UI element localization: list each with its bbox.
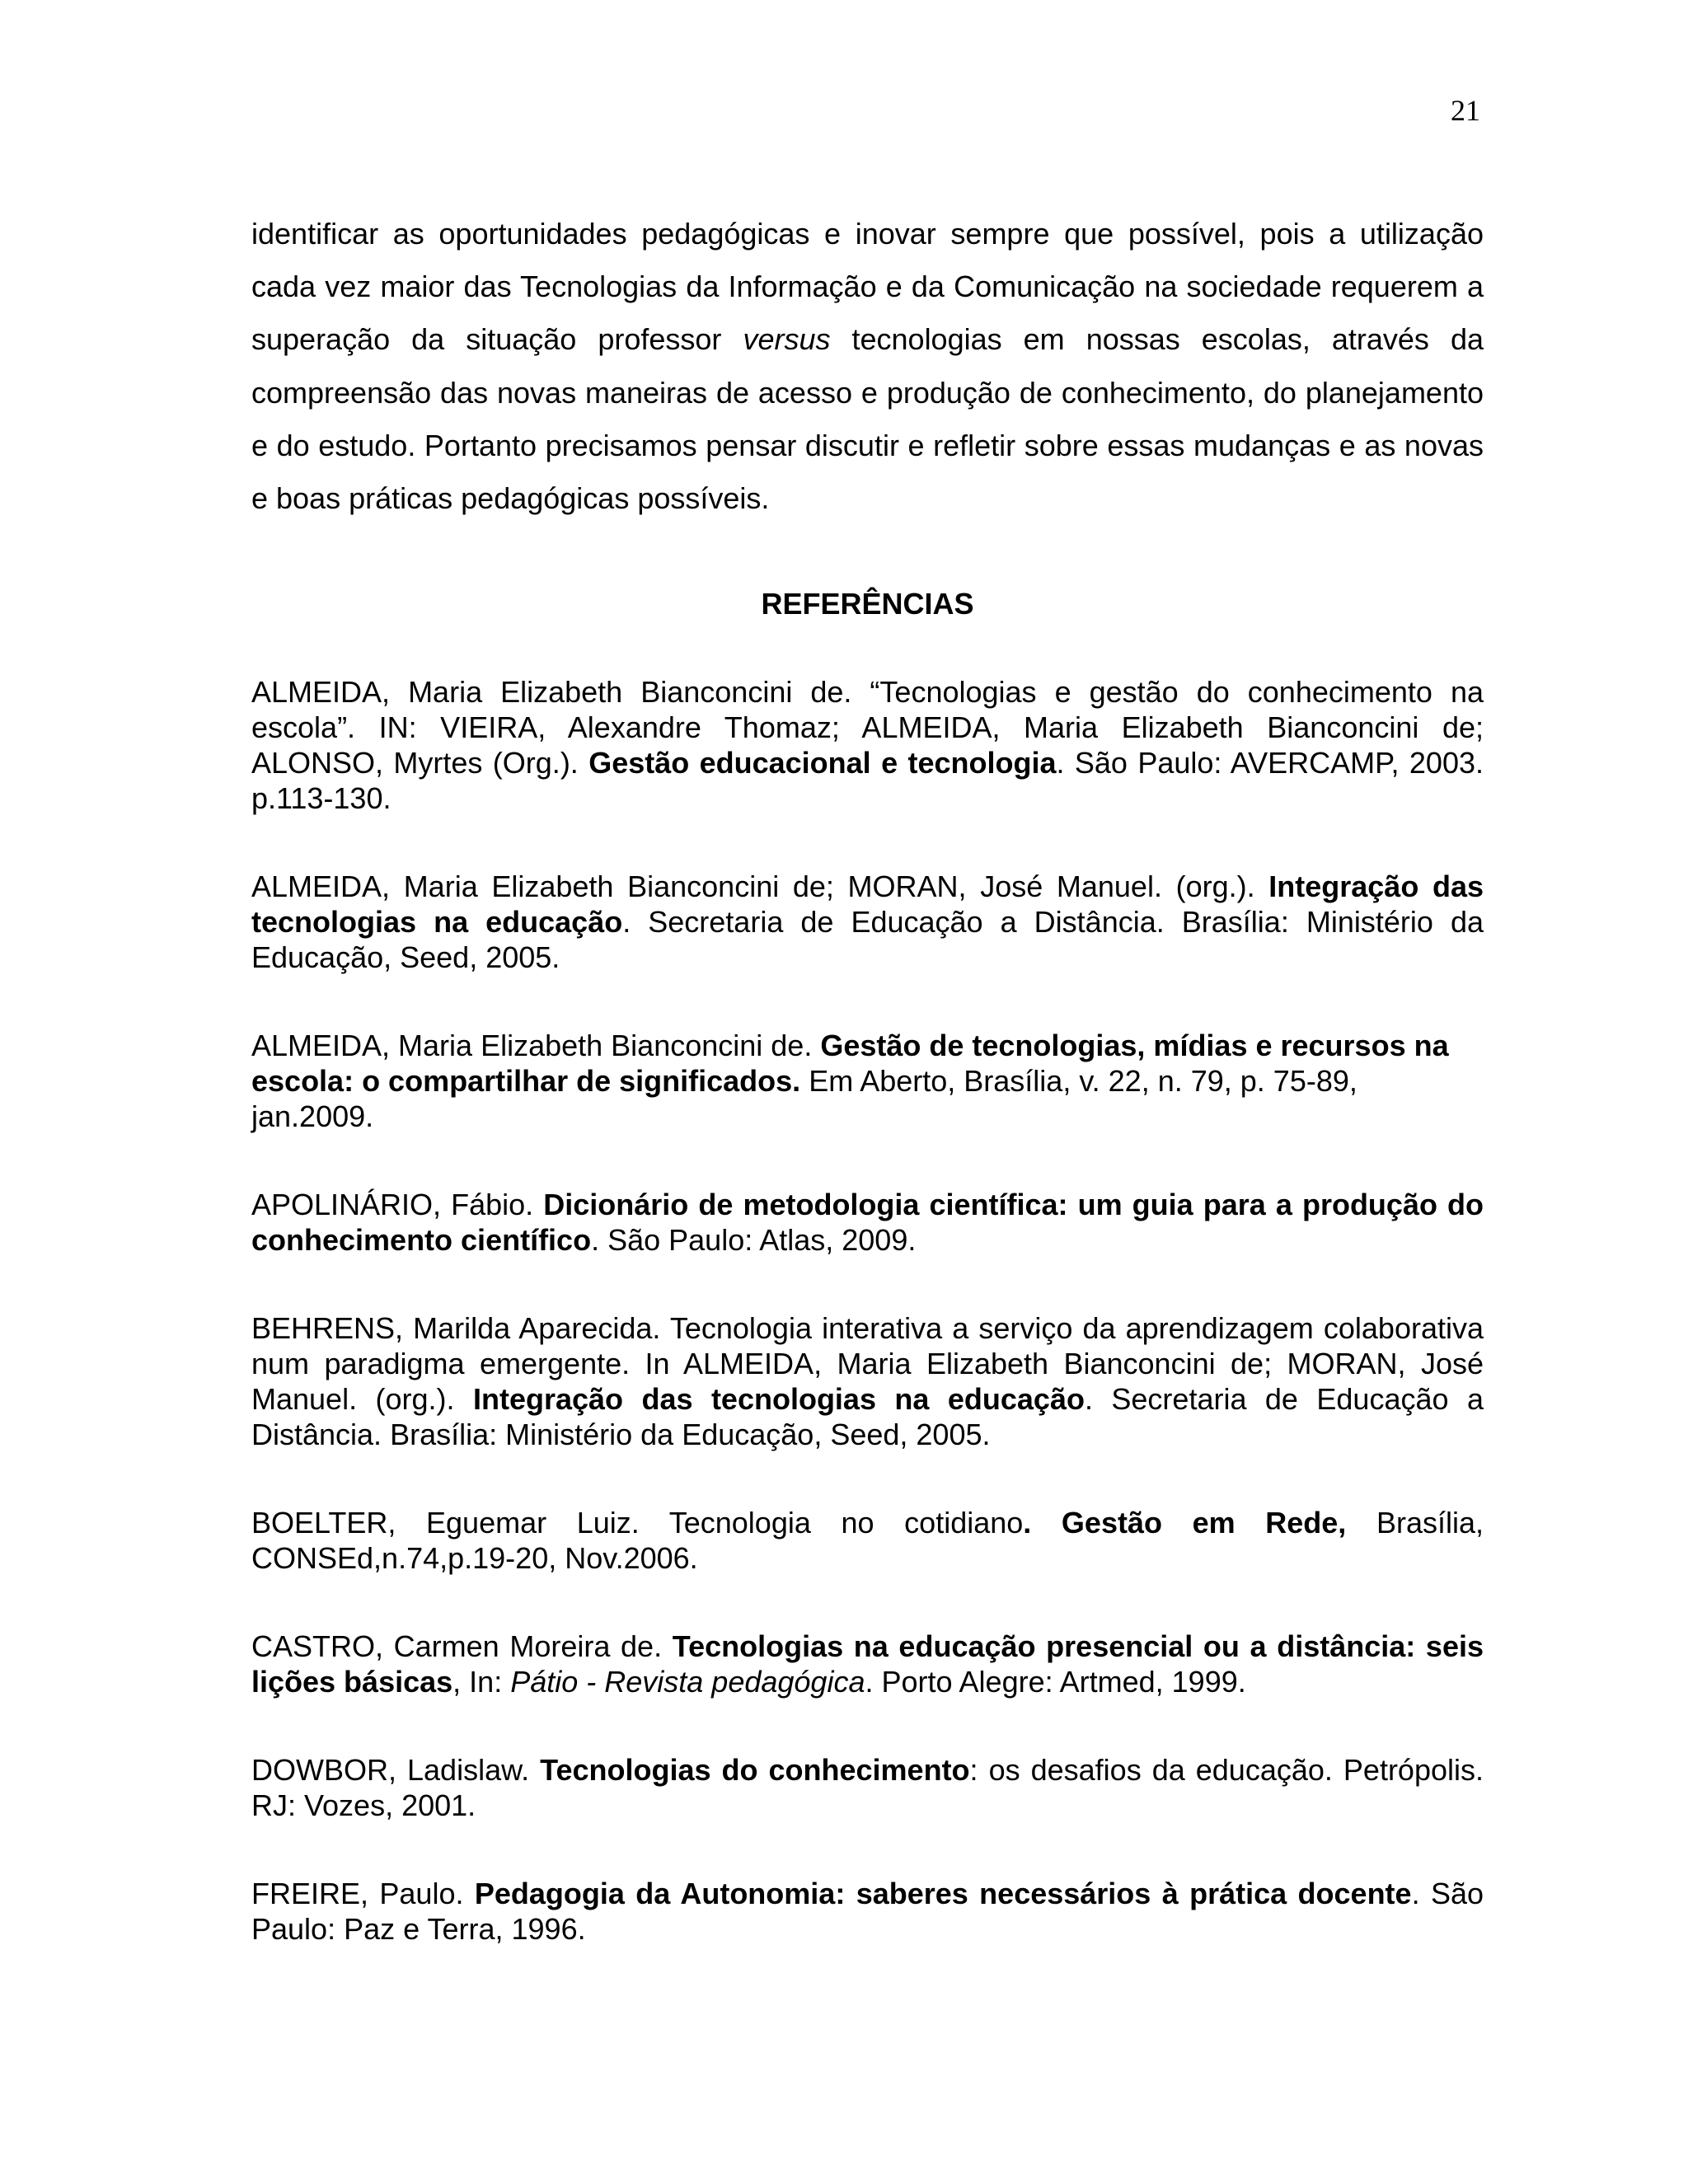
- references-heading: REFERÊNCIAS: [761, 587, 974, 621]
- reference-text: DOWBOR, Ladislaw.: [251, 1753, 541, 1787]
- paragraph-italic-term: versus: [743, 322, 831, 357]
- reference-text: . Porto Alegre: Artmed, 1999.: [865, 1665, 1246, 1699]
- paragraph-text-end: tecnologias em nossas escolas, através da compreensão das novas maneiras de acesso e produção de conhecimento, do planejamento e do estudo. Portanto precisamos pensar discutir e refletir sobre essas mudanças e as novas e boas práticas pedagógicas possíveis.: [251, 322, 1484, 516]
- reference-text: . São Paulo: AVERCAMP, 2003. p.113-130.: [251, 746, 1484, 815]
- reference-item: [251, 1505, 1484, 1576]
- reference-item: [251, 1629, 1484, 1699]
- reference-text: ALMEIDA, Maria Elizabeth Bianconcini de. “Tecnologias e gestão do conhecimento na escola”. IN: VIEIRA, Alexandre Thomaz; ALMEIDA, Maria Elizabeth Bianconcini de; ALONSO, Myrtes (Org.).: [251, 675, 1484, 780]
- reference-title: Dicionário de metodologia científica: um guia para a produção do conhecimento científico: [251, 1188, 1484, 1257]
- reference-item: [251, 1752, 1484, 1823]
- reference-title: Pedagogia da Autonomia: saberes necessários à prática docente: [474, 1877, 1412, 1910]
- reference-text: ALMEIDA, Maria Elizabeth Bianconcini de; MORAN, José Manuel. (org.).: [251, 869, 1269, 903]
- reference-item: [251, 869, 1484, 975]
- reference-title: . Gestão em Rede,: [1023, 1506, 1347, 1540]
- reference-title: Tecnologias na educação presencial ou a distância: seis lições básicas: [251, 1629, 1484, 1699]
- page-number: 21: [1451, 94, 1480, 127]
- reference-text: . Secretaria de Educação a Distância. Brasília: Ministério da Educação, Seed, 2005.: [251, 905, 1484, 974]
- paragraph-text-start: identificar as oportunidades pedagógicas e inovar sempre que possível, pois a utilização cada vez maior das Tecnologias da Informação e da Comunicação na sociedade requerem a superação da situação professor: [251, 217, 1484, 357]
- reference-item: [251, 1876, 1484, 1947]
- references-list: [251, 674, 1484, 1999]
- reference-text: ALMEIDA, Maria Elizabeth Bianconcini de.: [251, 1029, 821, 1062]
- reference-text: APOLINÁRIO, Fábio.: [251, 1188, 544, 1221]
- reference-item: [251, 1187, 1484, 1258]
- reference-text: . São Paulo: Paz e Terra, 1996.: [251, 1877, 1484, 1946]
- reference-title: Tecnologias do conhecimento: [540, 1753, 970, 1787]
- reference-text: BEHRENS, Marilda Aparecida. Tecnologia interativa a serviço da aprendizagem colaborativa num paradigma emergente. In ALMEIDA, Maria Elizabeth Bianconcini de; MORAN, José Manuel. (org.).: [251, 1311, 1484, 1416]
- reference-text: Brasília, CONSEd,n.74,p.19-20, Nov.2006.: [251, 1506, 1484, 1575]
- body-paragraph: [251, 208, 1484, 525]
- reference-text: Em Aberto, Brasília, v. 22, n. 79, p. 75-89, jan.2009.: [251, 1064, 1357, 1133]
- reference-text: BOELTER, Eguemar Luiz. Tecnologia no cotidiano: [251, 1506, 1024, 1540]
- reference-text: . Secretaria de Educação a Distância. Brasília: Ministério da Educação, Seed, 2005.: [251, 1382, 1484, 1451]
- reference-text: CASTRO, Carmen Moreira de.: [251, 1629, 673, 1663]
- reference-title: Gestão educacional e tecnologia: [588, 746, 1057, 780]
- reference-item: [251, 1028, 1484, 1134]
- reference-text: FREIRE, Paulo.: [251, 1877, 475, 1910]
- reference-title: Integração das tecnologias na educação: [472, 1382, 1085, 1416]
- reference-item: [251, 1310, 1484, 1452]
- reference-title: Gestão de tecnologias, mídias e recursos na escola: o compartilhar de significados.: [251, 1029, 1449, 1098]
- reference-text: , In:: [452, 1665, 511, 1699]
- reference-text: : os desafios da educação. Petrópolis. RJ: Vozes, 2001.: [251, 1753, 1484, 1822]
- reference-title: Integração das tecnologias na educação: [251, 869, 1484, 939]
- reference-journal: Pátio - Revista pedagógica: [510, 1665, 865, 1699]
- reference-text: . São Paulo: Atlas, 2009.: [591, 1223, 917, 1257]
- reference-item: [251, 674, 1484, 816]
